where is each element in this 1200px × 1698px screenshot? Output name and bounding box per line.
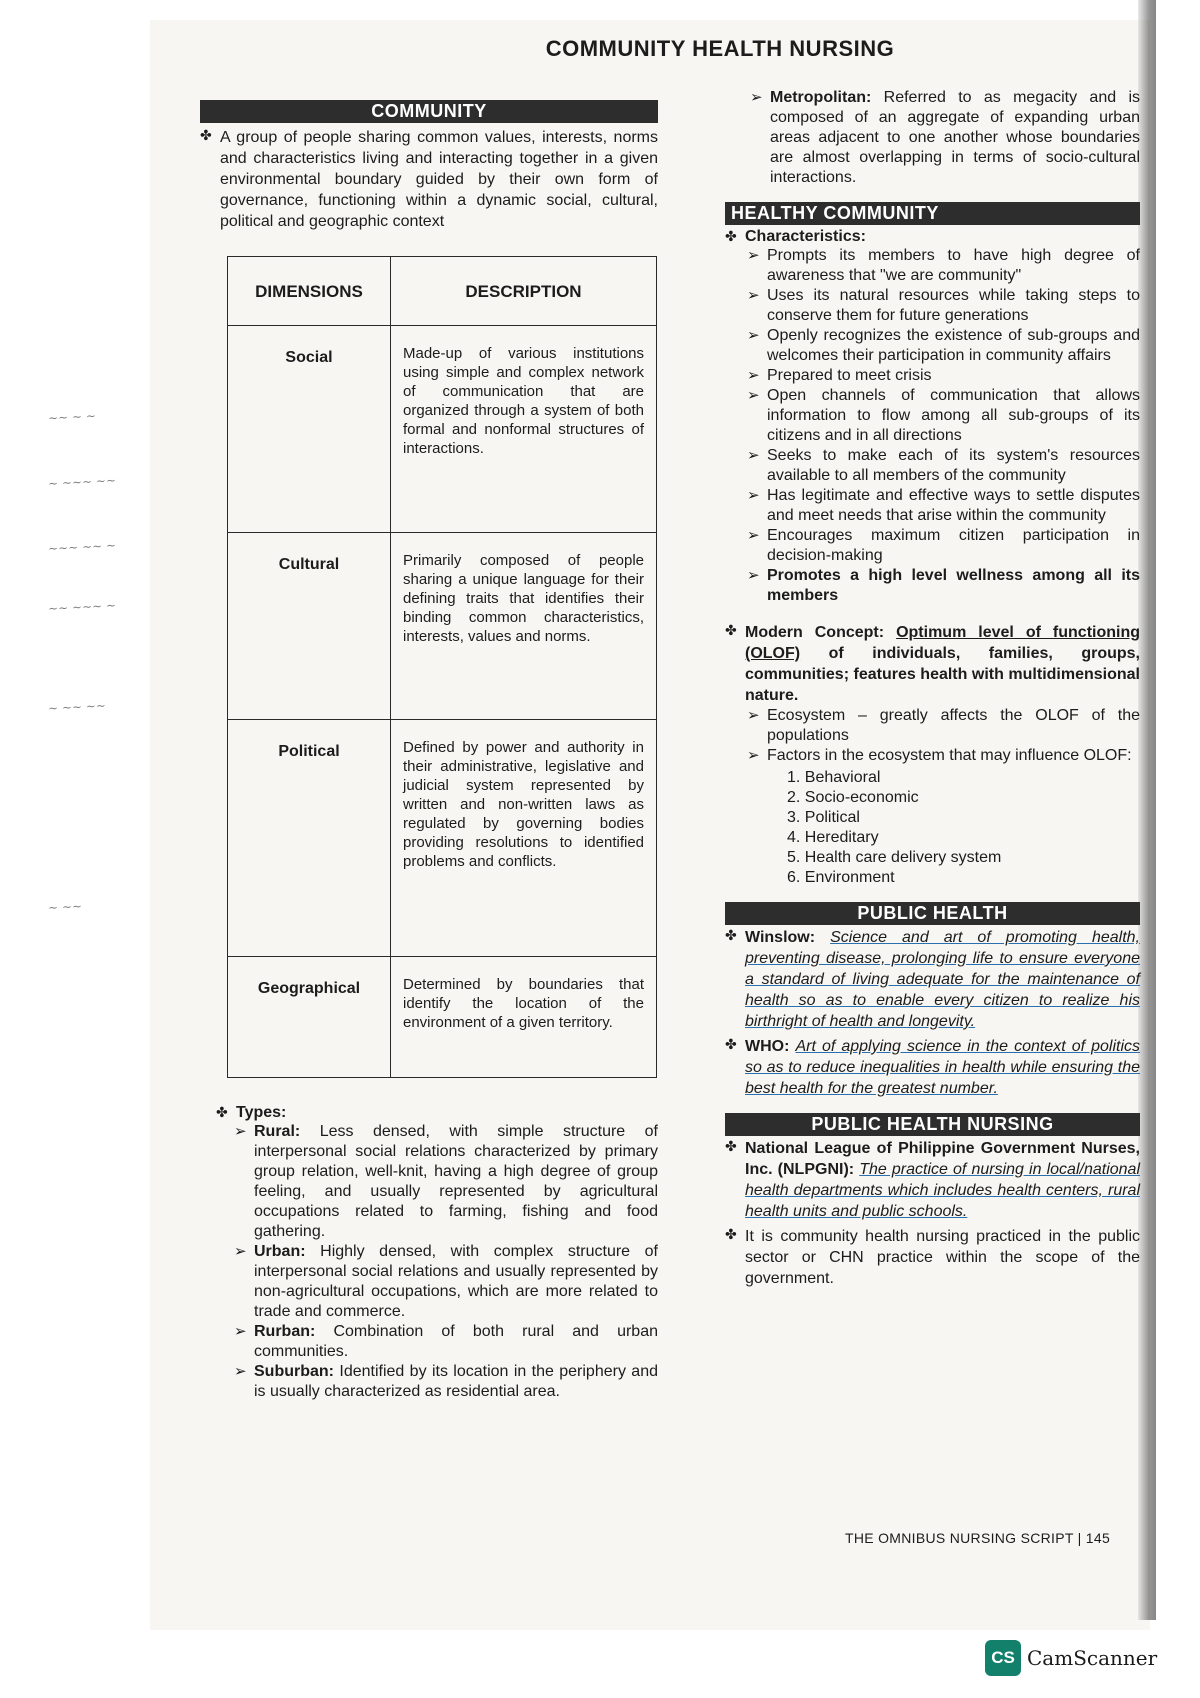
type-desc: Less densed, with simple structure of interpersonal social relations characterized by primary group relation, well-knit, having a high degree of group feeling, and usually represented by agricultural occupations related to farming, fishing and food gathering. — [254, 1123, 659, 1240]
type-item — [234, 1242, 658, 1322]
olof-term: Optimum level of functioning (OLOF) — [745, 624, 1141, 662]
dimension-description: Primarily composed of people sharing a unique language for their defining traits that identifies their binding common characteristics, interests, values and norms. — [391, 533, 657, 720]
olof-details — [747, 706, 1140, 888]
diamond-bullet-icon: ✤ — [725, 1138, 737, 1154]
table-header-description: DESCRIPTION — [391, 257, 657, 326]
phn-banner: PUBLIC HEALTH NURSING — [725, 1113, 1140, 1136]
types-heading — [216, 1104, 658, 1122]
page-title: COMMUNITY HEALTH NURSING — [545, 36, 895, 61]
arrow-bullet-icon: ➢ — [747, 387, 760, 404]
margin-scribble: ~~~ ~~ ~ — [47, 538, 117, 556]
dimension-description: Defined by power and authority in their administrative, legislative and judicial system represented by written and non-written laws as regulated by governing bodies providing resolutions to identified problems and conflicts. — [391, 720, 657, 957]
winslow-definition — [725, 927, 1140, 1032]
page-edge-shadow — [1138, 0, 1156, 1620]
table-row — [228, 720, 657, 957]
dimension-description: Determined by boundaries that identify the location of the environment of a given territory. — [391, 957, 657, 1078]
winslow-label: Winslow: — [745, 929, 816, 946]
right-column — [725, 88, 1140, 1289]
arrow-bullet-icon: ➢ — [747, 247, 760, 264]
list-item: 6. Environment — [787, 869, 895, 886]
community-banner: COMMUNITY — [200, 100, 658, 123]
arrow-bullet-icon: ➢ — [747, 367, 760, 384]
arrow-bullet-icon: ➢ — [747, 747, 760, 764]
type-desc: Identified by its location in the periphery and is usually characterized as residential area. — [254, 1363, 658, 1400]
arrow-bullet-icon: ➢ — [747, 567, 760, 584]
metropolitan-name: Metropolitan: — [770, 89, 872, 106]
nlpgni-label: National League of Philippine Government Nurses, Inc. (NLPGNI): — [745, 1140, 1140, 1178]
diamond-bullet-icon: ✤ — [725, 927, 737, 943]
table-header-dimensions: DIMENSIONS — [228, 257, 391, 326]
who-label: WHO: — [745, 1038, 790, 1055]
type-name: Suburban: — [254, 1363, 334, 1380]
margin-scribble: ~ ~~ ~~ — [47, 698, 107, 716]
arrow-bullet-icon: ➢ — [747, 487, 760, 504]
arrow-bullet-icon: ➢ — [234, 1363, 247, 1380]
type-item — [234, 1362, 658, 1402]
list-item: ➢ Uses its natural resources while taking steps to conserve them for future generations — [747, 287, 1140, 324]
diamond-bullet-icon: ✤ — [725, 1036, 737, 1052]
modern-concept-rest: of individuals, families, groups, communities; features health with multidimensional nature. — [745, 645, 1140, 704]
list-item: ➢ Prompts its members to have high degree of awareness that "we are community" — [747, 247, 1140, 284]
list-item: ➢ Factors in the ecosystem that may influence OLOF: — [747, 747, 1132, 764]
list-item: ➢ Has legitimate and effective ways to settle disputes and meet needs that arise within the community — [747, 487, 1140, 524]
dimension-name: Geographical — [228, 957, 391, 1078]
public-health-banner: PUBLIC HEALTH — [725, 902, 1140, 925]
list-item: 5. Health care delivery system — [787, 849, 1002, 866]
type-desc: Combination of both rural and urban communities. — [254, 1323, 658, 1360]
camscanner-logo-icon: CS — [985, 1640, 1021, 1676]
camscanner-watermark — [985, 1640, 1157, 1676]
dimensions-table — [227, 256, 657, 1078]
winslow-text: Science and art of promoting health, preventing disease, prolonging life to ensure everyone a standard of living adequate for the maintenance of health so as to enable every citizen to realize his birthright of health and longevity. — [745, 929, 1140, 1030]
arrow-bullet-icon: ➢ — [750, 89, 763, 106]
left-column — [200, 100, 658, 1402]
margin-scribble: ~~ ~~~ ~ — [47, 598, 117, 616]
modern-concept — [725, 622, 1140, 706]
list-item: 2. Socio-economic — [787, 789, 919, 806]
nlpgni-definition — [725, 1138, 1140, 1222]
diamond-bullet-icon: ✤ — [725, 1226, 737, 1242]
arrow-bullet-icon: ➢ — [747, 527, 760, 544]
list-item: ➢ Prepared to meet crisis — [747, 367, 932, 384]
characteristics-heading — [725, 228, 1140, 246]
arrow-bullet-icon: ➢ — [234, 1323, 247, 1340]
table-row — [228, 957, 657, 1078]
list-item: ➢ Open channels of communication that allows information to flow among all sub-groups of its citizens and in all directions — [747, 387, 1140, 444]
chn-definition — [725, 1226, 1140, 1289]
arrow-bullet-icon: ➢ — [747, 327, 760, 344]
characteristics-list — [747, 246, 1140, 606]
list-item: 3. Political — [787, 809, 860, 826]
arrow-bullet-icon: ➢ — [747, 447, 760, 464]
types-label: Types: — [236, 1104, 287, 1121]
page-footer: THE OMNIBUS NURSING SCRIPT | 145 — [845, 1530, 1111, 1546]
type-desc: Highly densed, with complex structure of interpersonal social relations and usually represented by non-agricultural occupations, which are more related to trade and commerce. — [254, 1243, 658, 1320]
community-definition — [200, 127, 658, 232]
dimension-name: Political — [228, 720, 391, 957]
table-row — [228, 326, 657, 533]
diamond-bullet-icon: ✤ — [725, 228, 737, 244]
community-types — [200, 1104, 658, 1402]
diamond-bullet-icon: ✤ — [725, 622, 737, 638]
margin-scribble: ~~ ~ ~ — [47, 408, 97, 426]
nlpgni-text: The practice of nursing in local/national health departments which includes health centers, rural health units and public schools. — [745, 1161, 1141, 1220]
characteristics-label: Characteristics: — [745, 228, 866, 245]
list-item: ➢ Encourages maximum citizen participation in decision-making — [747, 527, 1140, 564]
type-name: Rural: — [254, 1123, 301, 1140]
factors-list — [747, 768, 1140, 888]
list-item: 1. Behavioral — [787, 769, 881, 786]
metropolitan-desc: Referred to as megacity and is composed of an aggregate of expanding urban areas adjacent to one another whose boundaries are almost overlapping in terms of socio-cultural interactions. — [770, 89, 1140, 186]
list-item: ➢ Ecosystem – greatly affects the OLOF of the populations — [747, 707, 1140, 744]
arrow-bullet-icon: ➢ — [747, 707, 760, 724]
type-name: Urban: — [254, 1243, 306, 1260]
margin-scribble: ~ ~~~ ~~ — [47, 473, 117, 491]
chn-text: It is community health nursing practiced in the public sector or CHN practice within the scope of the government. — [745, 1228, 1140, 1287]
type-name: Rurban: — [254, 1323, 316, 1340]
dimension-description: Made-up of various institutions using simple and complex network of communication that are organized through a system of both formal and nonformal structures of interactions. — [391, 326, 657, 533]
arrow-bullet-icon: ➢ — [234, 1123, 247, 1140]
who-definition — [725, 1036, 1140, 1099]
table-row — [228, 533, 657, 720]
camscanner-name: CamScanner — [1027, 1646, 1158, 1670]
healthy-community-banner: HEALTHY COMMUNITY — [725, 202, 1140, 225]
list-item: ➢ Promotes a high level wellness among all its members — [747, 567, 1140, 604]
dimension-name: Social — [228, 326, 391, 533]
type-item — [234, 1322, 658, 1362]
list-item: ➢ Openly recognizes the existence of sub-groups and welcomes their participation in community affairs — [747, 327, 1140, 364]
modern-concept-label: Modern Concept: — [745, 624, 885, 641]
type-item — [234, 1122, 658, 1242]
diamond-bullet-icon: ✤ — [200, 127, 212, 143]
dimension-name: Cultural — [228, 533, 391, 720]
community-definition-text: A group of people sharing common values, interests, norms and characteristics living and interacting together in a given environmental boundary guided by their own form of governance, functioning within a dynamic social, cultural, political and geographic context — [220, 129, 658, 230]
margin-scribble: ~ ~~ — [47, 899, 83, 915]
arrow-bullet-icon: ➢ — [747, 287, 760, 304]
who-text: Art of applying science in the context of politics so as to reduce inequalities in health while ensuring the best health for the greatest number. — [745, 1038, 1140, 1097]
metropolitan-item — [750, 88, 1140, 188]
diamond-bullet-icon: ✤ — [216, 1104, 228, 1120]
arrow-bullet-icon: ➢ — [234, 1243, 247, 1260]
list-item: 4. Hereditary — [787, 829, 879, 846]
list-item: ➢ Seeks to make each of its system's resources available to all members of the community — [747, 447, 1140, 484]
